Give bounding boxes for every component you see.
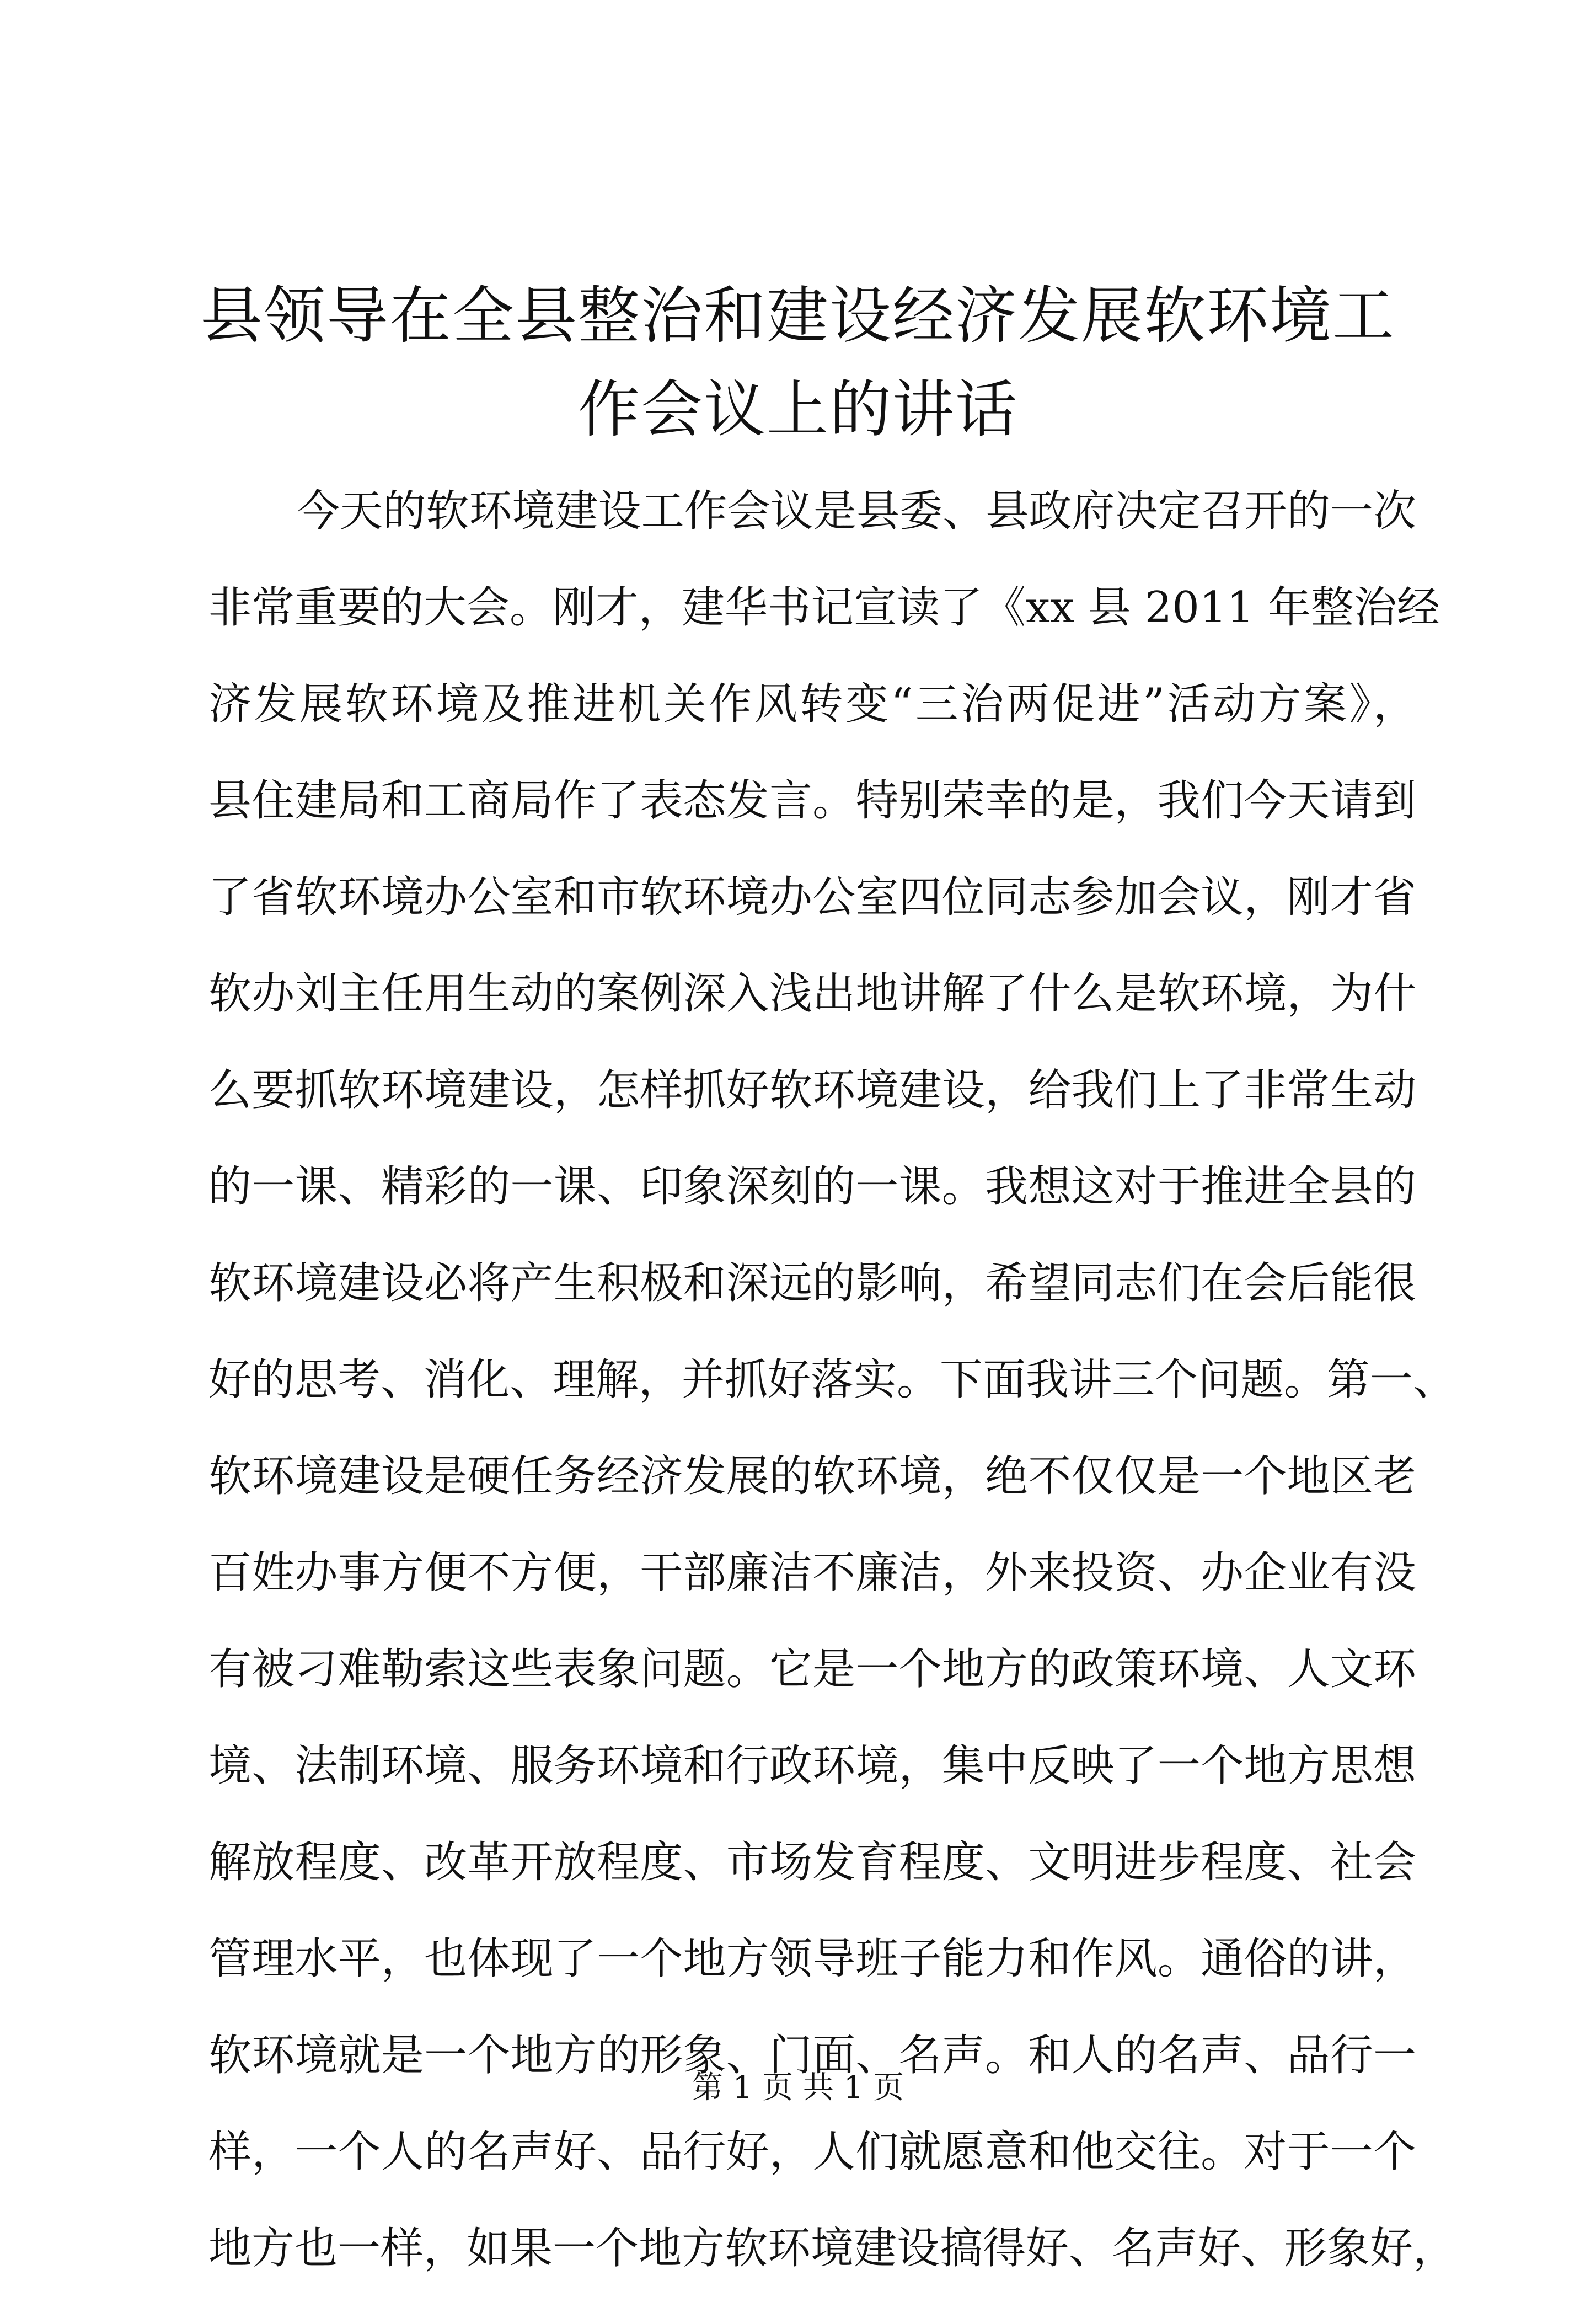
body-line: 么要抓软环境建设，怎样抓好软环境建设，给我们上了非常生动 bbox=[208, 1065, 1416, 1115]
body-line: 解放程度、改革开放程度、市场发育程度、文明进步程度、社会 bbox=[208, 1838, 1416, 1887]
body-line: 有被刁难勒索这些表象问题。它是一个地方的政策环境、人文环 bbox=[208, 1645, 1416, 1694]
body-line: 了省软环境办公室和市软环境办公室四位同志参加会议，刚才省 bbox=[208, 872, 1416, 922]
document-title: 县领导在全县整治和建设经济发展软环境工作会议上的讲话 bbox=[201, 280, 1395, 446]
body-line: 软环境建设必将产生积极和深远的影响，希望同志们在会后能很 bbox=[208, 1259, 1416, 1308]
body-line: 软环境就是一个地方的形象、门面、名声。和人的名声、品行一 bbox=[208, 2031, 1416, 2080]
body-line: 县住建局和工商局作了表态发言。特别荣幸的是，我们今天请到 bbox=[208, 776, 1416, 826]
body-line: 济发展软环境及推进机关作风转变“三治两促进”活动方案》， bbox=[208, 679, 1416, 729]
body-line: 管理水平，也体现了一个地方领导班子能力和作风。通俗的讲， bbox=[208, 1934, 1416, 1984]
body-line: 软环境建设是硬任务经济发展的软环境，绝不仅仅是一个地区老 bbox=[208, 1452, 1416, 1501]
body-line: 今天的软环境建设工作会议是县委、县政府决定召开的一次 bbox=[297, 486, 1416, 536]
body-line: 境、法制环境、服务环境和行政环境，集中反映了一个地方思想 bbox=[208, 1741, 1416, 1791]
body-line: 样，一个人的名声好、品行好，人们就愿意和他交往。对于一个 bbox=[208, 2127, 1416, 2177]
document-body bbox=[208, 463, 1456, 2297]
body-line: 软办刘主任用生动的案例深入浅出地讲解了什么是软环境，为什 bbox=[208, 969, 1416, 1019]
body-line: 的一课、精彩的一课、印象深刻的一课。我想这对于推进全县的 bbox=[208, 1162, 1416, 1212]
body-line: 非常重要的大会。刚才，建华书记宣读了《xx 县 2011 年整治经 bbox=[208, 583, 1440, 633]
body-line: 地方也一样，如果一个地方软环境建设搞得好、名声好、形象好， bbox=[208, 2224, 1456, 2273]
body-line: 百姓办事方便不方便，干部廉洁不廉洁，外来投资、办企业有没 bbox=[208, 1548, 1416, 1598]
body-line: 好的思考、消化、理解，并抓好落实。下面我讲三个问题。第一、 bbox=[208, 1355, 1456, 1405]
page-footer: 第 1 页 共 1 页 bbox=[692, 2070, 904, 2106]
